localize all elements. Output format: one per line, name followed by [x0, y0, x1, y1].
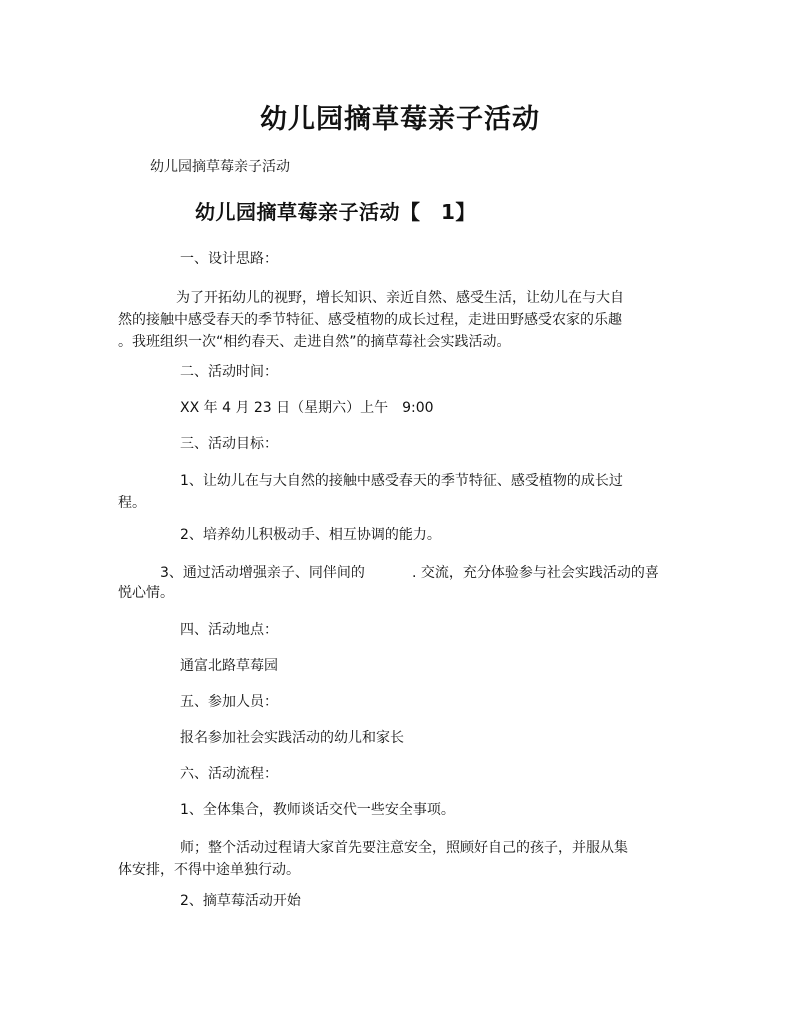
section1-line-1: 为了开拓幼儿的视野，增长知识、亲近自然、感受生活，让幼儿在与大自 [176, 290, 624, 306]
section1-line-3: 。我班组织一次“相约春天、走进自然”的摘草莓社会实践活动。 [118, 334, 511, 350]
section1-heading: 一、设计思路： [180, 251, 278, 267]
teacher-note-line-1: 师；整个活动过程请大家首先要注意安全，照顾好自己的孩子，并服从集 [180, 840, 628, 856]
teacher-note-line-2: 体安排，不得中途单独行动。 [118, 862, 300, 878]
teacher-note [118, 837, 628, 881]
activity-location: 通富北路草莓园 [180, 658, 278, 674]
participants: 报名参加社会实践活动的幼儿和家长 [180, 730, 404, 746]
step-2: 2、摘草莓活动开始 [180, 893, 301, 909]
activity-time: XX 年 4 月 23 日（星期六）上午 9:00 [180, 400, 434, 416]
goal-3-part-b: . 交流，充分体验参与社会实践活动的喜 [412, 565, 659, 581]
goal-3-line-2: 悦心情。 [118, 585, 174, 601]
goal-1-line-2: 程。 [118, 495, 146, 511]
goal-1 [118, 470, 623, 514]
goal-2: 2、培养幼儿积极动手、相互协调的能力。 [180, 527, 441, 543]
section5-heading: 五、参加人员： [180, 694, 278, 710]
section1-body [118, 287, 624, 353]
section3-heading: 三、活动目标： [180, 436, 278, 452]
section1-line-2: 然的接触中感受春天的季节特征、感受植物的成长过程，走进田野感受农家的乐趣 [118, 312, 622, 328]
intro-line: 幼儿园摘草莓亲子活动 [150, 159, 290, 175]
document-title: 幼儿园摘草莓亲子活动 [260, 104, 540, 135]
step-1: 1、全体集合，教师谈话交代一些安全事项。 [180, 802, 455, 818]
goal-1-line-1: 1、让幼儿在与大自然的接触中感受春天的季节特征、感受植物的成长过 [180, 473, 623, 489]
goal-3-part-a: 3、通过活动增强亲子、同伴间的 [160, 565, 365, 581]
section2-heading: 二、活动时间： [180, 364, 278, 380]
section6-heading: 六、活动流程： [180, 766, 278, 782]
section4-heading: 四、活动地点： [180, 622, 278, 638]
section-subtitle: 幼儿园摘草莓亲子活动【 1】 [195, 200, 476, 224]
